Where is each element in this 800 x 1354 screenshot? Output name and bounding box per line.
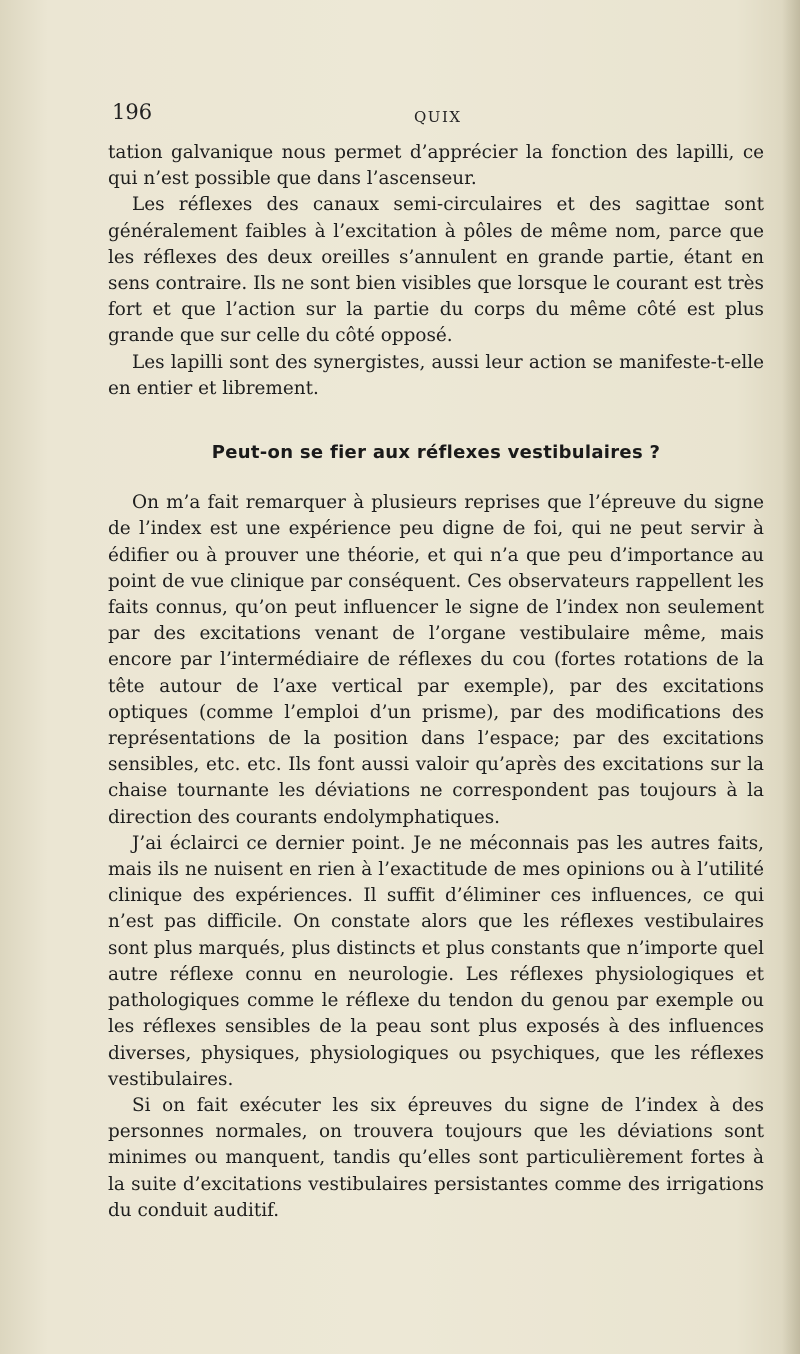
page-edge-shadow	[782, 0, 800, 1354]
body-text	[108, 140, 764, 1224]
page-header	[108, 100, 768, 136]
paragraph: Les lapilli sont des synergistes, aussi leur action se manifeste-t-elle en entier et librement.	[108, 351, 764, 399]
paragraph: J’ai éclairci ce dernier point. Je ne méconnais pas les autres faits, mais ils ne nuisent en rien à l’exactitude de mes opinions ou à l’utilité clinique des expériences. Il suffit d’éliminer ces influences, ce qui n’est pas difficile. On constate alors que les réflexes vestibulaires sont plus marqués, plus distincts et plus constants que n’importe quel autre réflexe connu en neurologie. Les réflexes physiologiques et pathologiques comme le réflexe du tendon du genou par exemple ou les réflexes sensibles de la peau sont plus exposés à des influences diverses, physiques, physiologiques ou psychiques, que les réflexes vestibulaires.	[108, 832, 764, 1090]
running-head: QUIX	[414, 108, 462, 126]
section-heading: Peut-on se fier aux réflexes vestibulaires ?	[211, 442, 661, 464]
paragraph: Les réflexes des canaux semi-circulaires et des sagittae sont généralement faibles à l’excitation à pôles de même nom, parce que les réflexes des deux oreilles s’annulent en grande partie, étant en sens contraire. Ils ne sont bien visibles que lorsque le courant est très fort et que l’action sur la partie du corps du même côté est plus grande que sur celle du côté opposé.	[108, 194, 764, 347]
page-number: 196	[112, 100, 153, 124]
paragraph: tation galvanique nous permet d’apprécier la fonction des lapilli, ce qui n’est possible que dans l’ascenseur.	[108, 142, 764, 190]
paragraph: On m’a fait remarquer à plusieurs reprises que l’épreuve du signe de l’index est une expérience peu digne de foi, qui ne peut servir à édifier ou à prouver une théorie, et qui n’a que peu d’importance au point de vue clinique par conséquent. Ces observateurs rappellent les faits connus, qu’on peut influencer le signe de l’index non seulement par des excitations venant de l’organe vestibulaire même, mais encore par l’intermédiaire de réflexes du cou (fortes rotations de la tête autour de l’axe vertical par exemple), par des excitations optiques (comme l’emploi d’un prisme), par des modifications des représentations de la position dans l’espace; par des excitations sensibles, etc. etc. Ils font aussi valoir qu’après des excitations sur la chaise tournante les déviations ne correspondent pas toujours à la direction des courants endolymphatiques.	[108, 492, 764, 828]
paragraph: Si on fait exécuter les six épreuves du signe de l’index à des personnes normales, on trouvera toujours que les déviations sont minimes ou manquent, tandis qu’elles sont particulièrement fortes à la suite d’excitations vestibulaires persistantes comme des irrigations du conduit auditif.	[108, 1094, 764, 1221]
